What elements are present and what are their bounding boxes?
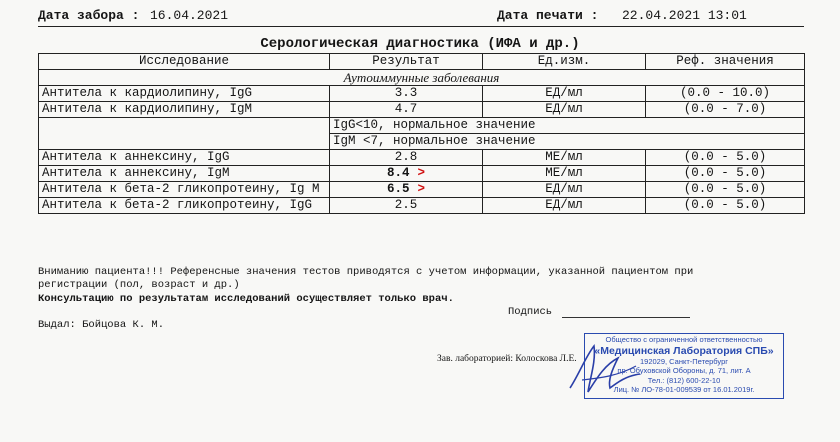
test-ref: (0.0 - 5.0)	[646, 198, 805, 214]
results-table	[38, 53, 805, 214]
high-flag: >	[417, 182, 426, 196]
test-result: 8.4	[386, 166, 410, 180]
test-name: Антитела к кардиолипину, IgG	[39, 86, 330, 102]
lab-stamp	[584, 333, 784, 399]
test-result-cell	[330, 182, 483, 198]
note-text: IgG<10, нормальное значение	[330, 118, 805, 134]
stamp-line: Общество с ограниченной ответственностью	[605, 335, 763, 344]
stamp-line: 192029, Санкт-Петербург	[639, 356, 728, 366]
test-ref: (0.0 - 5.0)	[646, 166, 805, 182]
test-unit: ЕД/мл	[483, 182, 646, 198]
test-ref: (0.0 - 7.0)	[646, 102, 805, 118]
stamp-line: Тел.: (812) 600-22-10	[647, 375, 721, 385]
test-ref: (0.0 - 5.0)	[646, 150, 805, 166]
column-header: Ед.изм.	[483, 54, 646, 70]
column-header: Реф. значения	[646, 54, 805, 70]
test-name: Антитела к аннексину, IgM	[39, 166, 330, 182]
note-row	[39, 118, 805, 134]
test-unit: ЕД/мл	[483, 198, 646, 214]
collection-label: Дата забора :	[38, 8, 140, 23]
test-unit: ЕД/мл	[483, 86, 646, 102]
table-header-row	[39, 54, 805, 70]
test-ref: (0.0 - 5.0)	[646, 182, 805, 198]
issued-by: Выдал: Бойцова К. М.	[38, 319, 165, 331]
signature-line	[562, 317, 690, 318]
lab-head: Зав. лабораторией: Колоскова Л.Е.	[437, 354, 577, 364]
test-result: 4.7	[330, 102, 483, 118]
print-datetime: 22.04.2021 13:01	[622, 8, 747, 23]
test-result: 6.5	[386, 182, 410, 196]
test-result: 2.8	[330, 150, 483, 166]
high-flag: >	[417, 166, 426, 180]
consultation-note: Консультацию по результатам исследований осуществляет только врач.	[38, 293, 454, 305]
section-row	[39, 70, 805, 86]
stamp-line: Лиц. № ЛО-78-01-009539 от 16.01.2019г.	[613, 385, 755, 394]
test-result: 3.3	[330, 86, 483, 102]
table-row	[39, 198, 805, 214]
table-row	[39, 86, 805, 102]
test-unit: ЕД/мл	[483, 102, 646, 118]
header-divider	[38, 26, 804, 27]
column-header: Результат	[330, 54, 483, 70]
column-header: Исследование	[39, 54, 330, 70]
section-title: Аутоиммунные заболевания	[39, 70, 805, 86]
test-ref: (0.0 - 10.0)	[646, 86, 805, 102]
page-title: Серологическая диагностика (ИФА и др.)	[260, 36, 580, 52]
test-unit: МЕ/мл	[483, 150, 646, 166]
stamp-line: пр. Обуховской Обороны, д. 71, лит. А	[617, 366, 751, 375]
collection-date: 16.04.2021	[150, 8, 229, 23]
test-result: 2.5	[330, 198, 483, 214]
test-result-cell	[330, 166, 483, 182]
stamp-lab-name: «Медицинская Лаборатория СПБ»	[594, 344, 774, 357]
test-name: Антитела к кардиолипину, IgM	[39, 102, 330, 118]
test-name: Антитела к бета-2 гликопротеину, IgG	[39, 198, 330, 214]
patient-attention-note: Вниманию пациента!!! Референсные значения тестов приводятся с учетом информации, указанной пациентом при регистрации (пол, возраст и др.)	[38, 266, 694, 291]
print-label: Дата печати :	[497, 8, 599, 23]
signature-label: Подпись	[508, 306, 553, 318]
table-row	[39, 182, 805, 198]
test-unit: МЕ/мл	[483, 166, 646, 182]
note-text: IgM <7, нормальное значение	[330, 134, 805, 150]
table-row	[39, 102, 805, 118]
test-name: Антитела к бета-2 гликопротеину, Ig M	[39, 182, 330, 198]
table-row	[39, 166, 805, 182]
test-name: Антитела к аннексину, IgG	[39, 150, 330, 166]
table-row	[39, 150, 805, 166]
note-row	[39, 134, 805, 150]
